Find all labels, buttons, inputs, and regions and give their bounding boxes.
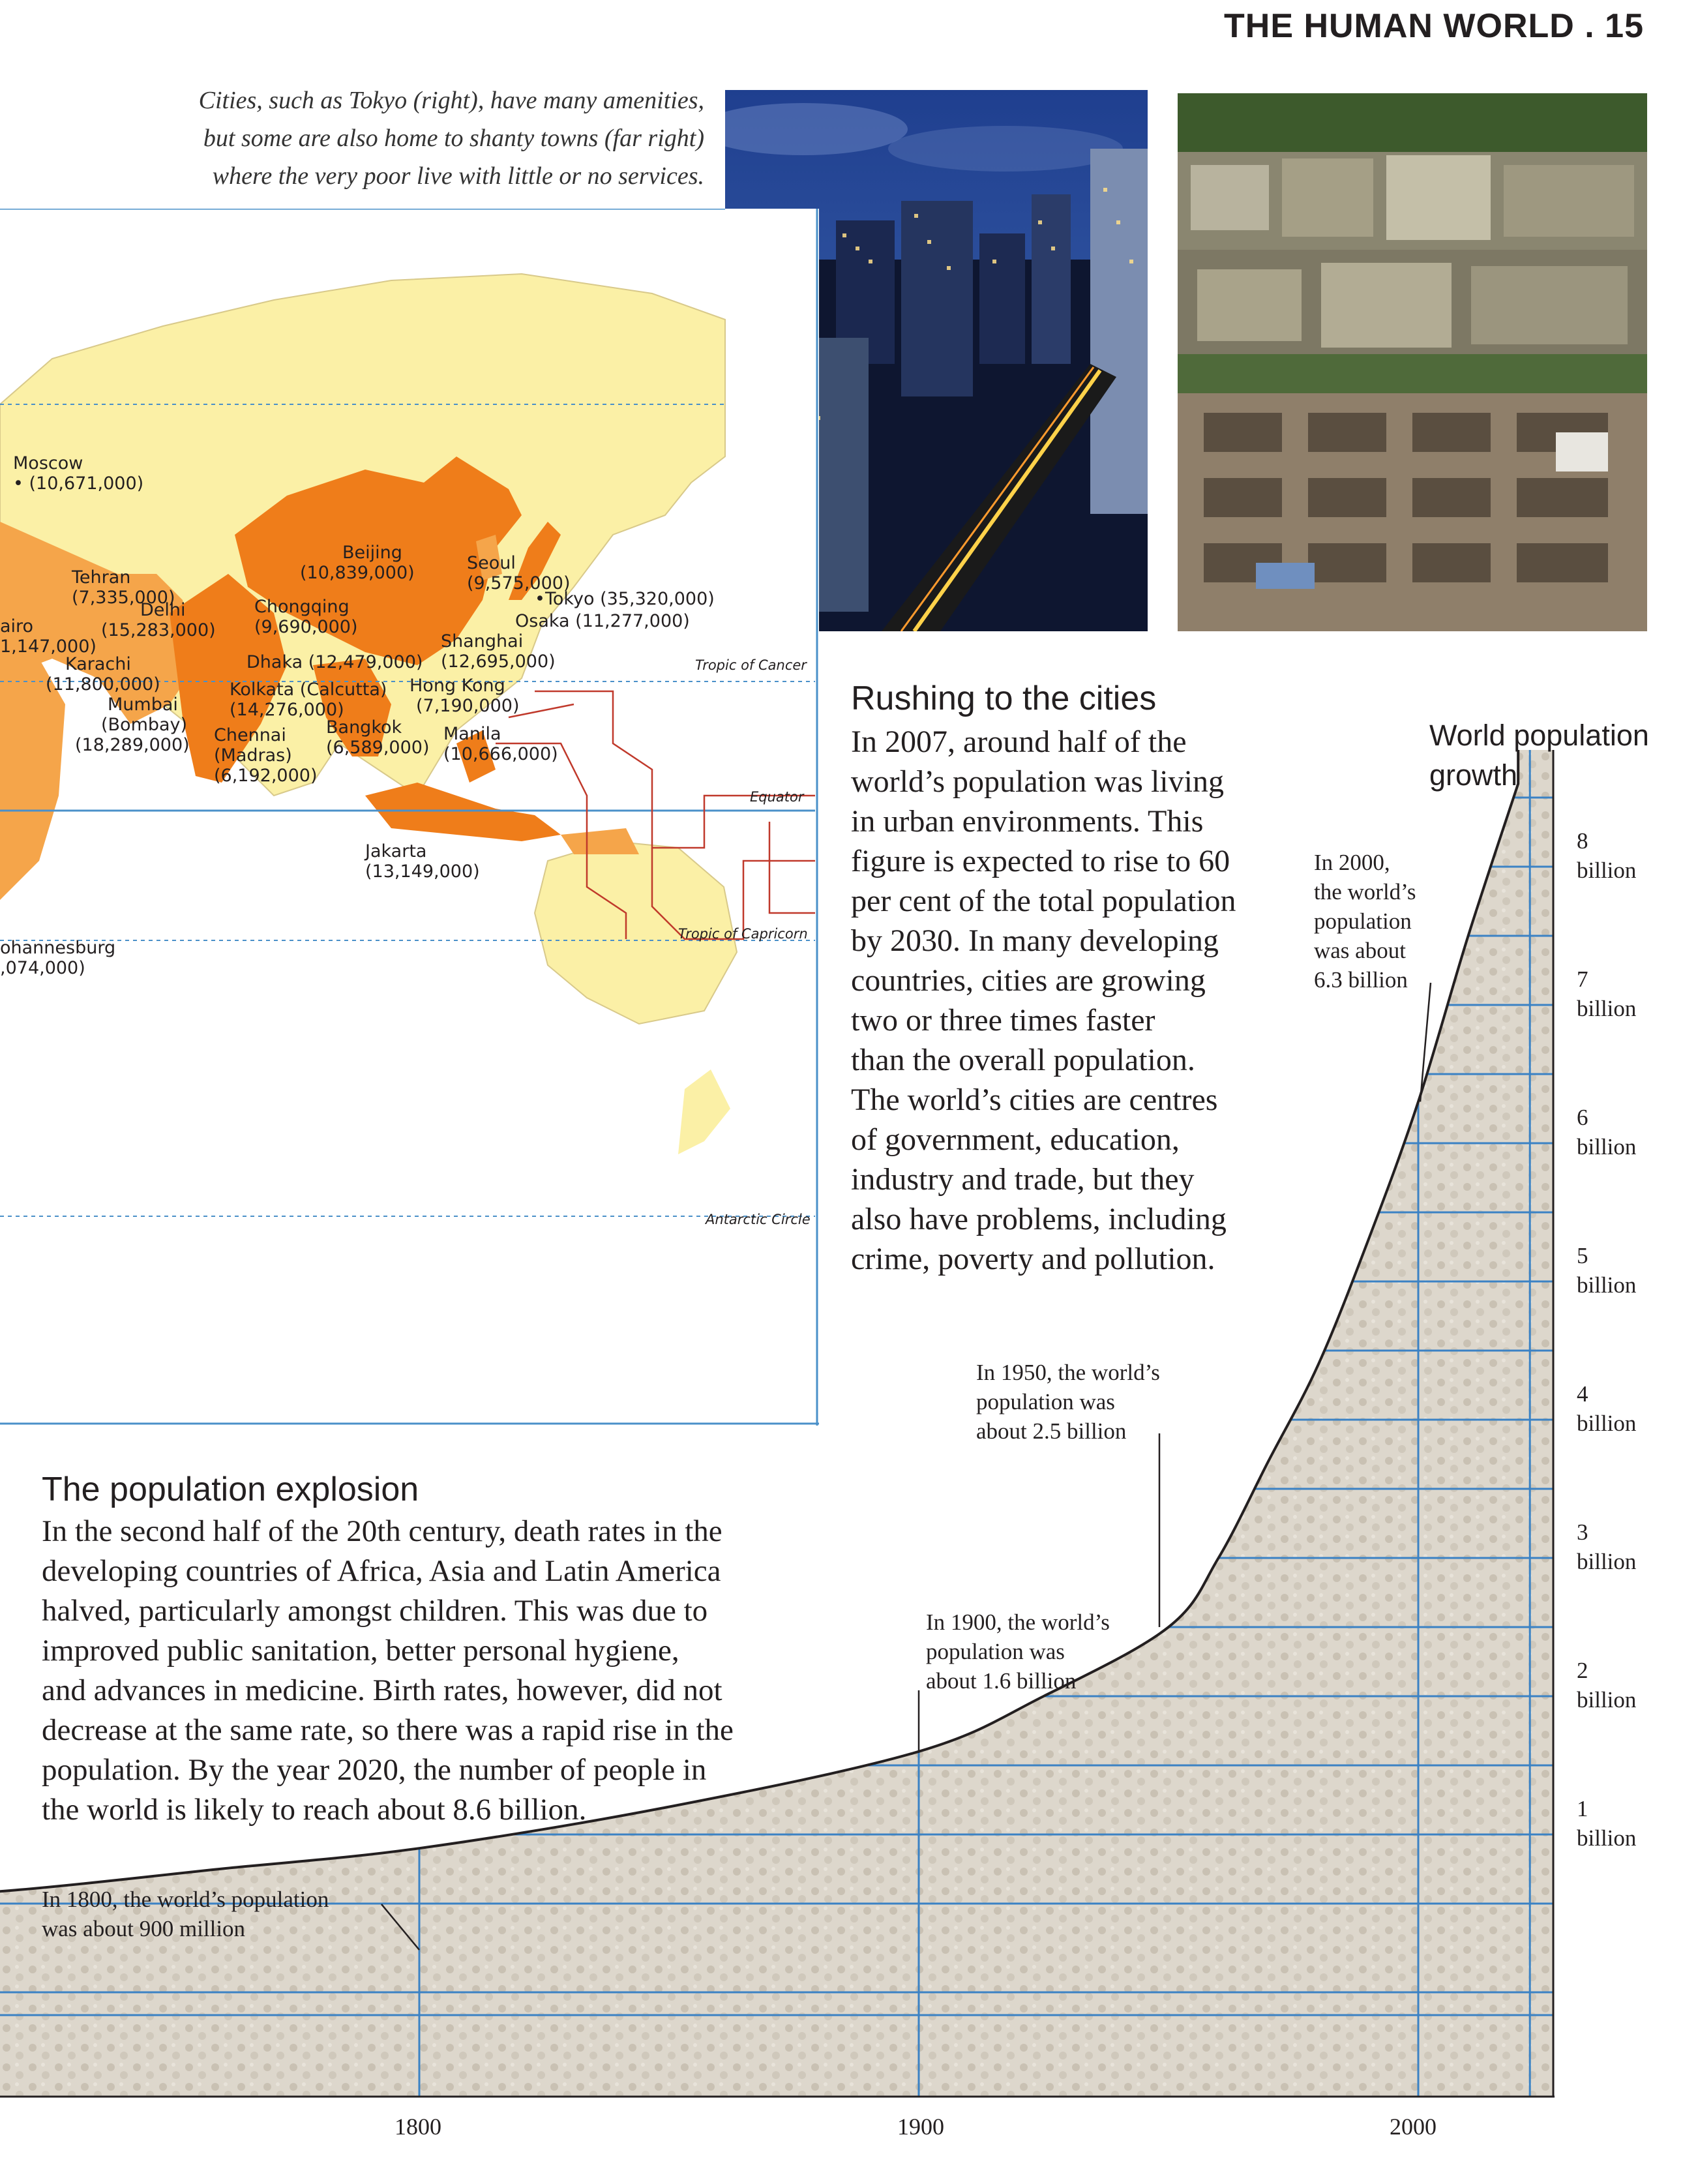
y-tick-5-billion: 5 billion bbox=[1577, 1243, 1637, 1298]
y-tick-6-billion: 6 billion bbox=[1577, 1105, 1637, 1159]
cities-section bbox=[851, 675, 1307, 1279]
tropic-of-cancer-label: Tropic of Cancer bbox=[695, 657, 807, 673]
y-tick-1-billion: 1 billion bbox=[1577, 1796, 1637, 1851]
y-tick-7-billion: 7 billion bbox=[1577, 966, 1637, 1021]
city-label-cairo: airo 1,147,000) bbox=[0, 616, 97, 657]
city-label-tokyo: •Tokyo (35,320,000) bbox=[535, 589, 715, 609]
city-label-delhi: Delhi (15,283,000) bbox=[101, 600, 216, 640]
explosion-section bbox=[42, 1467, 837, 1830]
y-tick-2-billion: 2 billion bbox=[1577, 1658, 1637, 1713]
city-label-chennai: Chennai (Madras) (6,192,000) bbox=[214, 725, 318, 786]
city-label-seoul: Seoul (9,575,000) bbox=[467, 553, 571, 593]
city-label-hong-kong: Hong Kong (7,190,000) bbox=[410, 676, 520, 716]
annotation-1950: In 1950, the world’s population was about 2.5 billion bbox=[976, 1360, 1160, 1444]
cities-heading: Rushing to the cities bbox=[851, 680, 1157, 717]
city-label-mumbai: Mumbai (Bombay) (18,289,000) bbox=[75, 695, 190, 755]
annotation-1800: In 1800, the world’s population was about 900 million bbox=[42, 1887, 329, 1941]
cities-body: In 2007, around half of the world’s population was living in urban environments. This figure is expected to rise to 60 per cent of the total population by 2030. In many developing countries, cities are growing two or three times faster than the overall population. The world’s cities are centres of government, education, industry and trade, but they also have problems, including crime, poverty and pollution. bbox=[851, 725, 1236, 1276]
y-tick-4-billion: 4 billion bbox=[1577, 1381, 1637, 1436]
city-label-bangkok: Bangkok (6,589,000) bbox=[326, 717, 430, 758]
caption-line: but some are also home to shanty towns (far right) bbox=[203, 125, 704, 152]
city-label-osaka: Osaka (11,277,000) bbox=[515, 611, 690, 631]
city-label-jakarta: Jakarta (13,149,000) bbox=[365, 841, 480, 882]
annotation-2000: In 2000, the world’s population was about 6.3 billion bbox=[1314, 850, 1416, 993]
tropic-of-capricorn-label: Tropic of Capricorn bbox=[678, 926, 808, 942]
chart-title: World population growth bbox=[1429, 719, 1649, 792]
city-label-karachi: Karachi (11,800,000) bbox=[46, 654, 160, 695]
city-label-chongqing: Chongqing (9,690,000) bbox=[254, 597, 358, 637]
city-label-manila: Manila (10,666,000) bbox=[443, 724, 558, 764]
page-header: THE HUMAN WORLD . 15 bbox=[1224, 7, 1644, 45]
antarctic-circle-label: Antarctic Circle bbox=[706, 1212, 811, 1227]
city-label-tehran: Tehran (7,335,000) bbox=[72, 567, 175, 608]
city-label-johannesburg: ohannesburg ,074,000) bbox=[0, 938, 116, 978]
city-label-shanghai: Shanghai (12,695,000) bbox=[441, 631, 556, 672]
city-label-beijing: Beijing (10,839,000) bbox=[300, 543, 415, 583]
y-tick-3-billion: 3 billion bbox=[1577, 1519, 1637, 1574]
caption-line: where the very poor live with little or no services. bbox=[212, 162, 704, 190]
explosion-heading: The population explosion bbox=[42, 1471, 419, 1508]
explosion-body: In the second half of the 20th century, death rates in the developing countries of Africa, Asia and Latin America halved, particularly amongst children. This was due to improved public sanitation, better personal hygiene, and advances in medicine. Birth rates, however, did not decrease at the same rate, so there was a rapid rise in the population. By the year 2020, the number of people in the world is likely to reach about 8.6 billion. bbox=[42, 1514, 734, 1827]
y-tick-8-billion: 8 billion bbox=[1577, 828, 1637, 883]
city-label-moscow: Moscow • (10,671,000) bbox=[13, 453, 144, 494]
city-label-dhaka: Dhaka (12,479,000) bbox=[246, 652, 423, 672]
equator-label: Equator bbox=[750, 789, 804, 805]
caption-line: Cities, such as Tokyo (right), have many amenities, bbox=[198, 87, 704, 114]
shanty-town-illustration bbox=[1178, 93, 1647, 631]
city-label-kolkata: Kolkata (Calcutta) (14,276,000) bbox=[230, 680, 387, 720]
x-tick-1900: 1900 bbox=[897, 2114, 944, 2140]
x-tick-1800: 1800 bbox=[395, 2114, 441, 2140]
shanty-town-photo bbox=[1178, 93, 1647, 631]
annotation-1900: In 1900, the world’s population was about 1.6 billion bbox=[926, 1609, 1110, 1694]
photo-caption bbox=[78, 82, 704, 195]
x-tick-2000: 2000 bbox=[1390, 2114, 1437, 2140]
